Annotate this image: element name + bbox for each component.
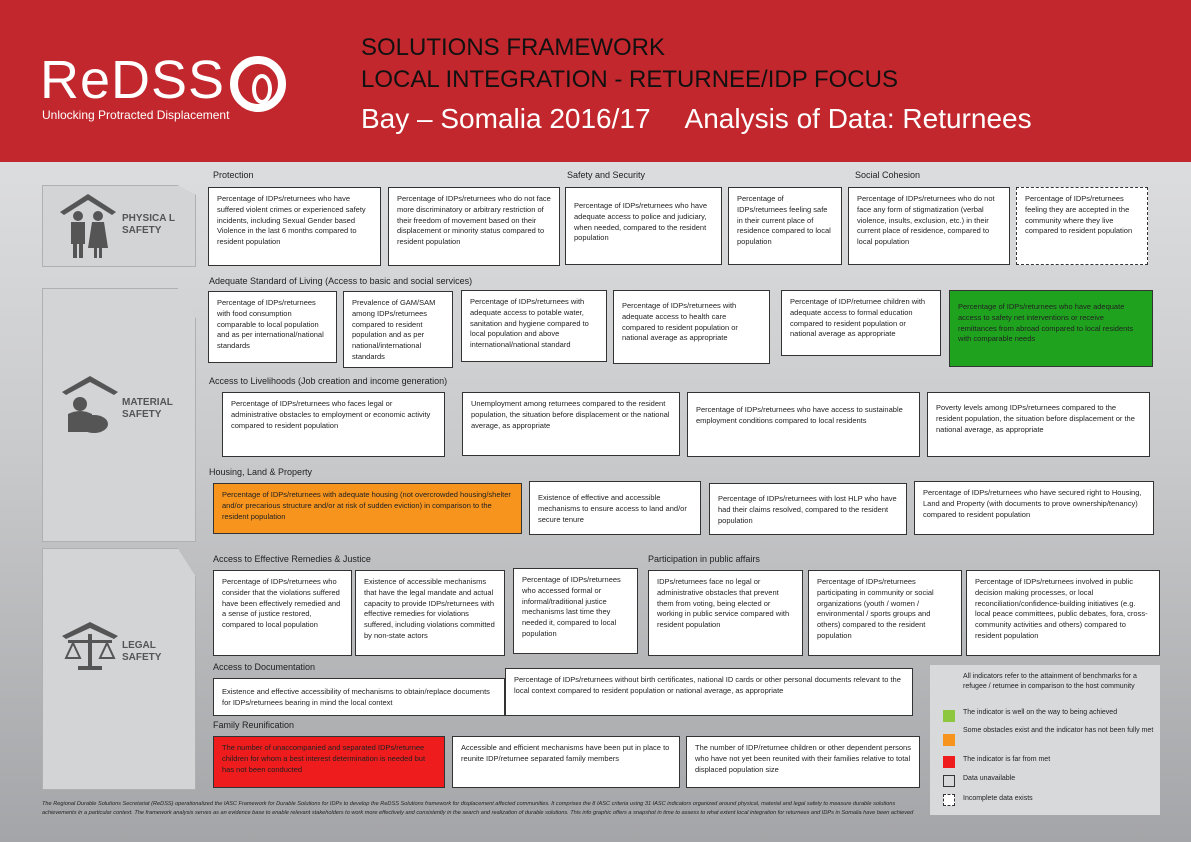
logo-tagline: Unlocking Protracted Displacement xyxy=(42,108,230,122)
people-shelter-icon xyxy=(58,192,118,260)
indicator-box: Percentage of IDPs/returnees who do not face more discriminatory or arbitrary restriction of their freedom of movement based on their displacement or minority status compared to resident population xyxy=(388,187,560,266)
legend-obstacles: Some obstacles exist and the indicator has not been fully met xyxy=(963,727,1154,734)
indicator-box: Percentage of IDP/returnee children with adequate access to formal education compared to resident population or national average as appropriate xyxy=(781,290,941,356)
indicator-box-achieved: Percentage of IDPs/returnees who have adequate access to safety net interventions or receive remittances from abroad compared to local residents with comparable needs xyxy=(949,290,1153,367)
legend-unavailable: Data unavailable xyxy=(963,775,1016,782)
title-analysis: Analysis of Data: Returnees xyxy=(684,103,1032,134)
legend-swatch-unavailable xyxy=(943,775,955,787)
indicator-box: Percentage of IDPs/returnees without birth certificates, national ID cards or other personal documents relevant to the local context compared to resident population or national average, as appropriate xyxy=(505,668,913,716)
material-safety-label: MATERIAL SAFETY xyxy=(122,397,173,420)
indicator-box: Percentage of IDPs/returnees involved in public decision making processes, or local reconciliation/confidence-building initiatives (e.g. local peace committees, public debates, fora, cross-community activities and others) compared to resident population xyxy=(966,570,1160,656)
indicator-box: Percentage of IDPs/returnees with food consumption comparable to local population and as per international/national standards xyxy=(208,291,337,363)
indicator-box: Percentage of IDPs/returnees who faces legal or administrative obstacles to employment or economic activity compared to resident population xyxy=(222,392,445,457)
indicator-box: Percentage of IDPs/returnees who consider that the violations suffered have been effectively remedied and a sense of justice restored, compared to local population xyxy=(213,570,352,656)
legend-intro: All indicators refer to the attainment of benchmarks for a refugee / returnee in comparison to the host community xyxy=(963,673,1137,690)
indicator-box: Accessible and efficient mechanisms have been put in place to reunite IDP/returnee separated family members xyxy=(452,736,680,788)
indicator-box: Existence and effective accessibility of mechanisms to obtain/replace documents for IDPs/returnees bearing in mind the local context xyxy=(213,678,505,716)
redss-logo: ReDSS xyxy=(40,50,226,110)
indicator-box: Percentage of IDPs/returnees who have secured right to Housing, Land and Property (with documents to prove ownership/tenancy) compared to resident population xyxy=(914,481,1154,535)
indicator-box-far: The number of unaccompanied and separated IDPs/returnee children for whom a best interest determination is needed but has not been conducted xyxy=(213,736,445,788)
indicator-box: Percentage of IDPs/returnees feeling safe in their current place of residence compared to local population xyxy=(728,187,842,265)
indicator-box: The number of IDP/returnee children or other dependent persons who have not yet been reunited with their families relative to total displaced population size xyxy=(686,736,920,788)
legend xyxy=(930,665,1160,815)
scales-shelter-icon xyxy=(60,620,120,672)
legend-far: The indicator is far from met xyxy=(963,756,1051,763)
indicator-box: Prevalence of GAM/SAM among IDPs/returnees compared to resident population and as per national/international standards xyxy=(343,291,453,368)
section-housing: Housing, Land & Property xyxy=(209,467,313,477)
indicator-box: Percentage of IDPs/returnees who have access to sustainable employment conditions compared to local residents xyxy=(687,392,920,457)
section-safety-security: Safety and Security xyxy=(567,170,646,180)
section-livelihoods: Access to Livelihoods (Job creation and income generation) xyxy=(209,376,448,386)
section-social-cohesion: Social Cohesion xyxy=(855,170,921,180)
legend-swatch-far xyxy=(943,756,955,768)
footer-note: The Regional Durable Solutions Secretariat (ReDSS) operationalized the IASC Framework for Durable Solutions for IDPs to develop the ReDSS Solutions framework for displacement affected communities. It comprises the 8 IASC criteria using 31 IASC indicators organized around physical, material and legal safety to measure durable solutions achievements in a particular context. The framework analysis serves as an evidence base to enable relevant stakeholders to work more effectively and consistently in the search and realization of durable solutions. This info graphic offers a snapshot in time to assess to what extent local integration for returnees and IDPs in Somalia have been achieved xyxy=(42,801,914,816)
legend-swatch-incomplete xyxy=(943,794,955,806)
title-location: Bay – Somalia 2016/17 xyxy=(361,103,651,134)
indicator-box: IDPs/returnees face no legal or administrative obstacles that prevent them from voting, being elected or working in public service compared with resident population xyxy=(648,570,803,656)
header-banner xyxy=(0,0,1191,162)
title-line-3 xyxy=(361,103,1032,135)
legend-swatch-obstacles xyxy=(943,734,955,746)
section-protection: Protection xyxy=(213,170,254,180)
indicator-box: Poverty levels among IDPs/returnees compared to the resident population, the situation before displacement or the national average, as appropriate xyxy=(927,392,1150,457)
legend-incomplete: Incomplete data exists xyxy=(963,795,1033,802)
section-remedies: Access to Effective Remedies & Justice xyxy=(213,554,371,564)
indicator-box: Percentage of IDPs/returnees with adequate access to potable water, sanitation and hygiene compared to local population and above international/national standard xyxy=(461,290,607,362)
indicator-box: Existence of accessible mechanisms that have the legal mandate and actual capacity to provide IDPs/returnees with effective remedies for violations suffered, including violations committed by non-state actors xyxy=(355,570,505,656)
title-line-2: LOCAL INTEGRATION - RETURNEE/IDP FOCUS xyxy=(361,66,898,93)
legend-achieved: The indicator is well on the way to being achieved xyxy=(963,709,1118,716)
indicator-box: Percentage of IDPs/returnees with adequate access to health care compared to resident population or national average as appropriate xyxy=(613,290,770,364)
indicator-box: Percentage of IDPs/returnees who have adequate access to police and judiciary, when needed, compared to the resident population xyxy=(565,187,722,265)
logo-ring-icon xyxy=(230,56,286,112)
indicator-box: Percentage of IDPs/returnees with lost HLP who have had their claims resolved, compared to the resident population xyxy=(709,483,907,535)
section-documentation: Access to Documentation xyxy=(213,662,316,672)
section-standard-of-living: Adequate Standard of Living (Access to basic and social services) xyxy=(209,276,473,286)
section-family-reunification: Family Reunification xyxy=(213,720,295,730)
physical-safety-label: PHYSICA L SAFETY xyxy=(122,213,175,236)
indicator-box: Percentage of IDPs/returnees participating in community or social organizations (youth / women / environmental / sports groups and others) compared to the resident population xyxy=(808,570,962,656)
section-participation: Participation in public affairs xyxy=(648,554,760,564)
indicator-box: Percentage of IDPs/returnees who have suffered violent crimes or experienced safety incidents, including Sexual Gender based Violence in the last 6 months compared to resident population xyxy=(208,187,381,266)
indicator-box-obstacles: Percentage of IDPs/returnees with adequate housing (not overcrowded housing/shelter and/or precarious structure and/or at risk of sudden eviction) in comparison to the resident population xyxy=(213,483,522,534)
indicator-box: Unemployment among returnees compared to the resident population, the situation before displacement or the national average, as appropriate xyxy=(462,392,680,456)
title-line-1: SOLUTIONS FRAMEWORK xyxy=(361,34,666,61)
food-shelter-icon xyxy=(60,374,120,440)
indicator-box: Existence of effective and accessible mechanisms to ensure access to land and/or secure tenure xyxy=(529,481,701,535)
legend-swatch-achieved xyxy=(943,710,955,722)
indicator-box-incomplete: Percentage of IDPs/returnees feeling they are accepted in the community where they live compared to resident population xyxy=(1016,187,1148,265)
indicator-box: Percentage of IDPs/returnees who accessed formal or informal/traditional justice mechanisms last time they needed it, compared to local population xyxy=(513,568,638,654)
legal-safety-label: LEGAL SAFETY xyxy=(122,640,162,663)
indicator-box: Percentage of IDPs/returnees who do not face any form of stigmatization (verbal violence, insults, exclusion, etc.) in their current place of residence, compared to local population xyxy=(848,187,1010,265)
